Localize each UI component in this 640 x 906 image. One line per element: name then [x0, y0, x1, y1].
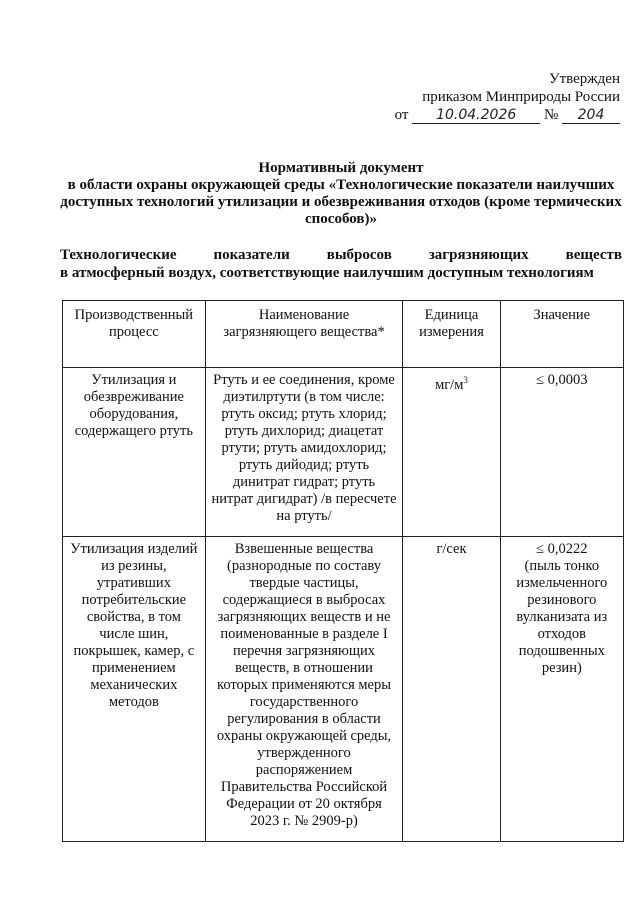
cell-value	[500, 537, 623, 842]
cell-value: ≤ 0,0003	[500, 368, 623, 537]
value-text: ≤ 0,0222	[536, 541, 588, 557]
unit-text: мг/м	[435, 376, 464, 393]
cell-unit: г/сек	[403, 537, 500, 842]
number-prefix: №	[543, 107, 559, 123]
section-subheading	[60, 246, 622, 282]
cell-substance: Взвешенные вещества (разнородные по составу твердые частицы, содержащиеся в выбросах загрязняющих веществ и не поименованные в разделе I перечня загрязняющих веществ, в отношении которых применяются меры государственного регулирования в области охраны окружающей среды, утвержденного распоряжением Правительства Российской Федерации от 20 октября 2023 г. № 2909-р)	[205, 537, 403, 842]
header-value: Значение	[500, 301, 623, 368]
cell-process: Утилизация и обезвреживание оборудования, содержащего ртуть	[63, 368, 206, 537]
table-header-row	[63, 301, 624, 368]
approval-line-1: Утвержден	[548, 71, 620, 87]
table-row	[63, 368, 624, 537]
header-substance: Наименование загрязняющего вещества*	[205, 301, 403, 368]
indicators-table	[62, 300, 624, 842]
approval-date-line	[380, 106, 620, 124]
cell-process: Утилизация изделий из резины, утративших потребительские свойства, в том числе шин, покрышек, камер, с применением механических методов	[63, 537, 206, 842]
date-prefix: от	[394, 107, 409, 123]
table-row	[63, 537, 624, 842]
cell-unit	[403, 368, 500, 537]
subheading-line-1: Технологические показатели выбросов загрязняющих веществ	[60, 247, 622, 263]
title-line-1: Нормативный документ	[258, 160, 424, 176]
approval-line-2: приказом Минприроды России	[422, 89, 620, 105]
title-line-2: в области охраны окружающей среды «Технологические показатели наилучших доступных технологий утилизации и обезвреживания отходов (кроме термических способов)»	[60, 177, 622, 227]
value-note: (пыль тонко измельченного резинового вулканизата из отходов подошвенных резин)	[516, 558, 608, 676]
unit-superscript: 3	[463, 375, 468, 385]
approval-block	[380, 70, 620, 124]
header-process: Производственный процесс	[63, 301, 206, 368]
date-handwritten: 10.04.2026	[412, 107, 540, 124]
subheading-line-2: в атмосферный воздух, соответствующие наилучшим доступным технологиям	[60, 265, 594, 281]
document-title	[60, 160, 622, 228]
header-unit: Единица измерения	[403, 301, 500, 368]
cell-substance: Ртуть и ее соединения, кроме диэтилртути (в том числе: ртуть оксид; ртуть хлорид; ртуть дихлорид; диацетат ртути; ртуть амидохлорид; ртуть дийодид; ртуть динитрат гидрат; ртуть нитрат дигидрат) /в пересчете на ртуть/	[205, 368, 403, 537]
number-handwritten: 204	[562, 107, 620, 124]
